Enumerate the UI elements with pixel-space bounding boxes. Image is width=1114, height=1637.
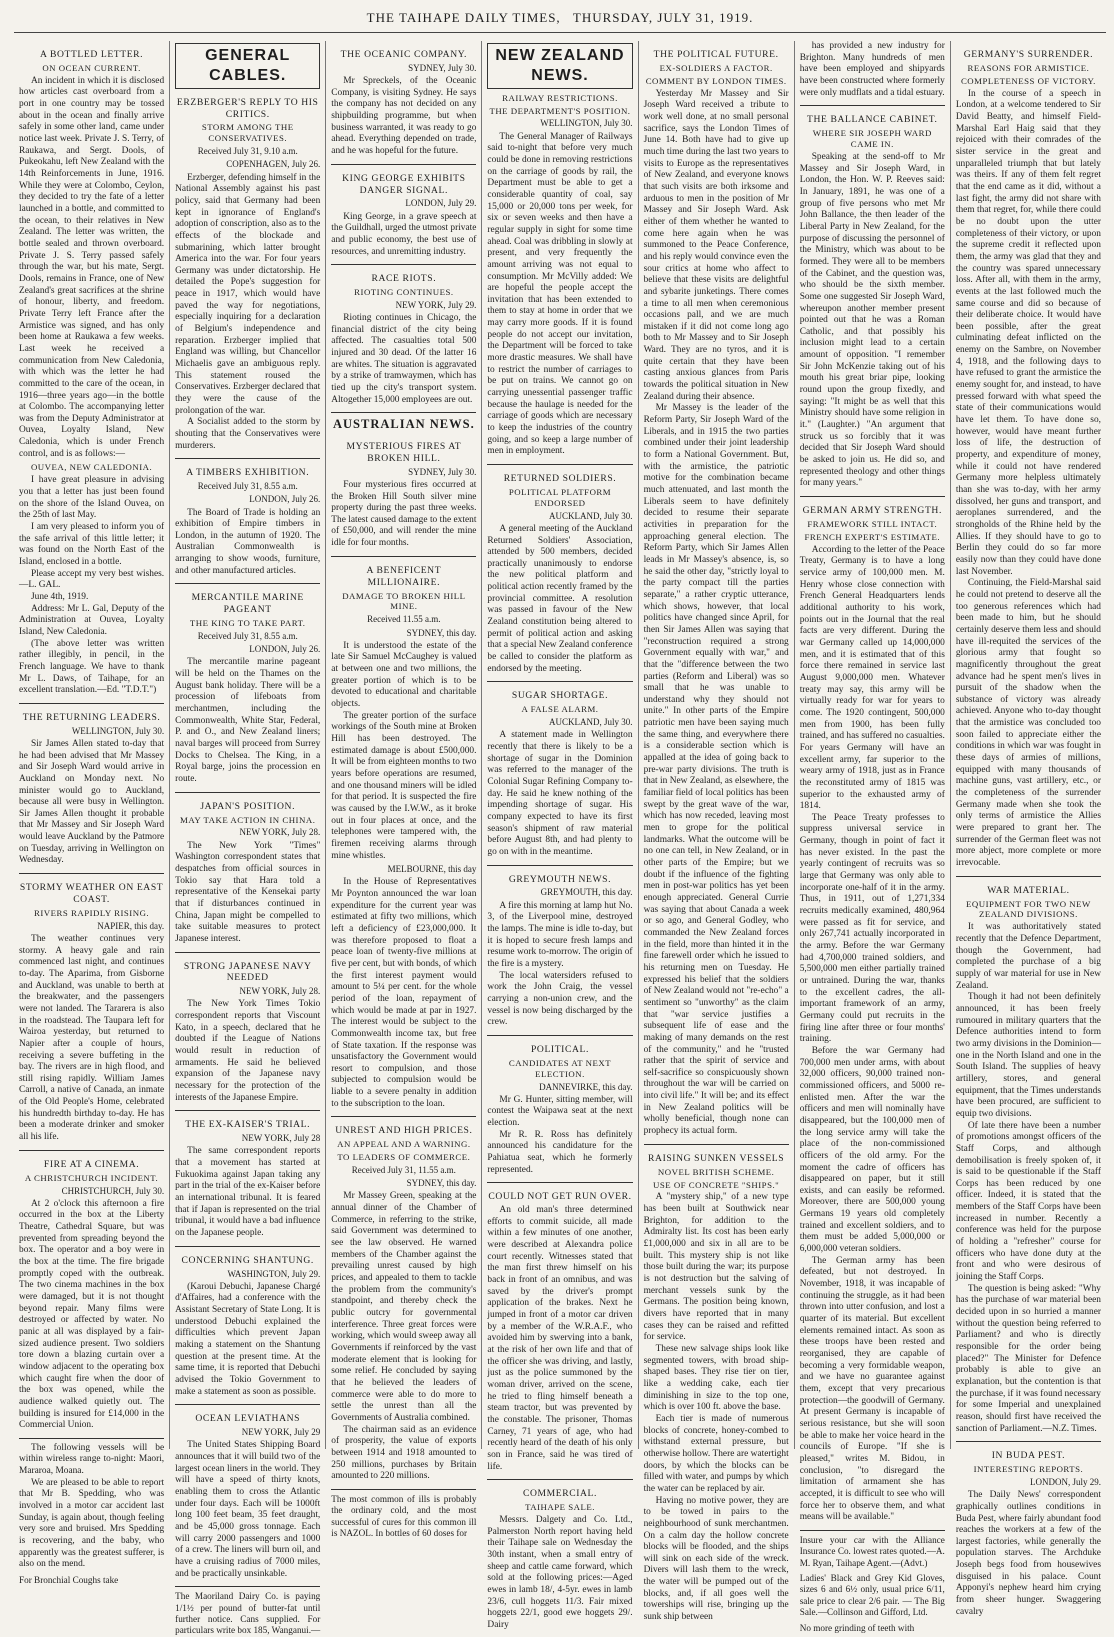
article-headline: COMMERCIAL.: [522, 1488, 597, 1500]
article-paragraph: Rioting continues in Chicago, the financial district of the city being affected. The casualties total 500 injured and 30 dead. Of the latter 16 are whites. The situation is aggravated by a strike of tramwaymen, which has tied up the city's transport system. Altogether 15,000 employees are out.: [331, 313, 477, 405]
dateline: NEW YORK, July 29.: [395, 300, 477, 310]
article-subheading: RIOTING CONTINUES.: [354, 287, 454, 298]
article-subheading: FRENCH EXPERT'S ESTIMATE.: [804, 531, 941, 542]
article-subheading: NOVEL BRITISH SCHEME.: [657, 1166, 775, 1177]
article-subheading: POLITICAL PLATFORM ENDORSED: [508, 486, 612, 508]
news-column-1: [14, 41, 170, 1586]
article-subheading: DAMAGE TO BROKEN HILL MINE.: [342, 590, 466, 612]
column-rule: [487, 1035, 632, 1036]
article-subheading: INTERESTING REPORTS.: [973, 1464, 1084, 1475]
column-rule: [19, 703, 164, 704]
article-headline: A BOTTLED LETTER.: [39, 49, 144, 60]
article-paragraph: The Peace Treaty professes to suppress universal service in Germany, though in point of fact it has never existed. In the past the yearly contingent of recruits was so large that Germany was only able to incorporate one-half of it in the army. Thus, in 1911, out of 1,271,334 recruits medically examined, 480,964 were passed as fit for service, and only 267,741 actually incorporated in the army. Before the war Germany had 4,700,000 trained soldiers, and 5,500,000 men either partially trained or untrained. During the war, thanks to the excellent cadres, the all-important framework of an army, Germany could put recruits in the firing line after three or four months' training.: [799, 812, 945, 1045]
article-paragraph: Address: Mr L. Gal, Deputy of the Administration at Ouvea, Loyalty Island, New Caledonia.: [19, 603, 165, 637]
article-paragraph: It is understood the estate of the late Sir Samuel McCaughey is valued at between one and two millions, the greater portion of which is to be devoted to educational and charitable objects.: [331, 640, 477, 709]
article-paragraph: Yesterday Mr Massey and Sir Joseph Ward received a tribute to work well done, at no small personal sacrifice, says the London Times of June 14. Both have had to give up much time during the last two years to visits to Europe as the representatives of New Zealand, and everyone knows that such visits are both irksome and arduous to men in the position of Mr Massey and Sir Joseph Ward. Ask either of them whether he wanted to come here again when he was summoned to the Peace Conference, and his reply would convince even the sour critics at home who affect to believe that these visits are delightful and sybarite junketings. There comes a time to all men when ceremonious occasions pall, and we are much mistaken if it did not come long ago both to Mr Massey and to Sir Joseph Ward. They are no tyros, and it is quite certain that they have been casting anxious glances from Paris towards the political situation in New Zealand during their absence.: [643, 88, 789, 402]
article-paragraph: Of late there have been a number of promotions amongst officers of the Staff Corps, and although demobilisation is freely spoken of, it is said to be questionable if the Staff Corps has been reduced by one officer. Indeed, it is stated that the members of the Staff Corps have been increased in number. Recently a conference was held for the purpose of holding a "refresher" course for officers who have done duty at the front and who were desirous of joining the Staff Corps.: [955, 1120, 1101, 1283]
article-headline: STRONG JAPANESE NAVY NEEDED: [183, 960, 312, 984]
section-banner: GENERAL CABLES.: [175, 43, 320, 89]
article-paragraph: Messrs. Dalgety and Co. Ltd., Palmerston North report having held their Taihape sale on Wednesday the 30th instant, when a small entry of sheep and cattle came forward, which sold at the following prices:—Aged ewes in lamb 18/, 4-5yr. ewes in lamb 23/6, cull hoggets 11/3. Fair mixed hoggets 22/1, good ewe hoggets 29/. Dairy: [487, 1515, 633, 1630]
article-headline: THE POLITICAL FUTURE.: [653, 49, 779, 60]
dateline: NEW YORK, July 28.: [239, 986, 321, 997]
advertisement: The most common of ills is probably the ordinary cold, and the most successful of cures for this common ill is NAZOL. In bottles of 60 doses for: [331, 1493, 477, 1539]
article-paragraph: The weather continues very stormy. A heavy gale and rain commenced last night, and continues to-day. The Aparima, from Gisborne and Auckland, was unable to berth at the breakwater, and the passengers were not landed. The Tararera is also in the roadstead. The Taupara left for Wairoa yesterday, but returned to Napier after a couple of hours, receiving a severe buffeting in the bay. The rivers are in high flood, and still rising rapidly. William James Carroll, a native of Canada, an inmate of the Old People's Home, celebrated his hundredth birthday to-day. He has been a moderate drinker and smoker all his life.: [19, 933, 165, 1143]
article-headline: GERMANY'S SURRENDER.: [963, 49, 1094, 60]
article-paragraph: I have great pleasure in advising you that a letter has just been found on the shore of the Island Ouvea, on the 25th of last May.: [19, 475, 165, 521]
advertisement: No more grinding of teeth with: [799, 1622, 915, 1633]
dateline: GREYMOUTH, this day.: [540, 887, 633, 898]
masthead-date: THURSDAY, JULY 31, 1919.: [572, 10, 754, 25]
article-paragraph: The chairman said as an evidence of prosperity, the value of exports between 1914 and 1918 amounted to 250 millions, purchases by Britain amounted to 220 millions.: [331, 1424, 477, 1482]
article-headline: WAR MATERIAL.: [987, 884, 1070, 896]
article-paragraph: Mr Spreckels, of the Oceanic Company, is visiting Sydney. He says the company has not decided on any shipbuilding programme, but when business warranted, it was ready to go ahead. Everything depended on trade, and he was hopeful for the future.: [331, 76, 477, 156]
article-headline: SUGAR SHORTAGE.: [511, 690, 609, 702]
column-rule: [487, 464, 632, 465]
column-rule: [487, 1479, 632, 1480]
column-rule: [331, 1489, 476, 1490]
article-headline: GREYMOUTH NEWS.: [508, 873, 612, 885]
article-paragraph: The following vessels will be within wireless range to-night: Maori, Mararoa, Moana.: [19, 1442, 165, 1477]
advertisement: The Maoriland Dairy Co. is paying 1/1½ per pound of butter-fat until further notice. Cans supplied. For particulars write box 185, Wanganui.—: [175, 1591, 321, 1636]
received-timestamp: Received July 31, 11.55 a.m.: [351, 1165, 456, 1176]
article-headline: UNREST AND HIGH PRICES.: [335, 1125, 473, 1137]
column-rule: [331, 164, 476, 165]
article-paragraph: A statement made in Wellington recently that there is likely to be a shortage of sugar in the Dominion was referred to the manager of the Colonial Sugar Refining Company to-day. He said he knew nothing of the impending shortage of sugar. His company expected to have its first season's shipment of raw material before August 8th, and had plenty to go on with in the meantime.: [487, 730, 633, 857]
article-subheading: A FALSE ALARM.: [521, 704, 599, 715]
article-paragraph: King George, in a grave speech at the Guildhall, urged the utmost private and public economy, the best use of resources, and unremitting industry.: [331, 211, 477, 257]
article-subheading: AN APPEAL AND A WARNING.: [337, 1139, 471, 1150]
dateline: NEW YORK, July 29: [241, 1427, 321, 1438]
article-paragraph: Mr Massey is the leader of the Reform Party, Sir Joseph Ward of the Liberals, and in 1915 the two parties combined under their joint leadership to form a National Government. But, with the armistice, the patriotic motive for the combination became much attenuated, and last month the Liberals seem to have definitely decided to resume their separate activities in preparation for the approaching general election. The Reform Party, which Sir James Allen leads in Mr Massey's absence, is, so he said the other day, "strictly loyal to the party compact till the parties separate," a rather cryptic utterance, which shows, however, that local politics have changed since April, for then Sir James Allen was saying that "reconstruction required a strong Government equally with war," and that the "difference between the two parties (Reform and Liberal) was so small that he was unable to understand why they should not unite." In other parts of the Empire patriotic men have been saying much the same thing, and everywhere there is a considerable section which is appalled at the idea of going back to pre-war party divisions. The truth is that in New Zealand, as elsewhere, the familiar field of local politics has been swept by the great wave of the war, which has now receded, leaving most men to grope for the political landmarks. What the outcome will be no one can tell, in New Zealand, or in other parts of the Empire; but we doubt if the influence of the fighting men in post-war politics has yet been enough appreciated. General Currie was saying that about Canada a week or so ago, and General Godley, who commanded the New Zealand forces in the field, more than hinted it in the fine farewell order which he issued to his returning men on Tuesday. He expressed his belief that the soldiers of New Zealand would not "re-echo" a sentiment so "unworthy" as the claim that "war service justifies a subsequent life of ease and the making of many demands on the rest of the community," and he "trusted rather that the spirit of service and self-sacrifice so conspicuously shown throughout the war will be carried on into civil life." It will be; and its effect in New Zealand politics will be wholly beneficial, though none can prophecy its actual form.: [643, 403, 789, 1137]
dateline: SYDNEY, this day.: [406, 1178, 477, 1189]
column-rule: [175, 1404, 320, 1405]
dateline: LONDON, July 29.: [405, 198, 477, 209]
news-column-2: [170, 41, 326, 1636]
article-headline: THE OCEANIC COMPANY.: [340, 49, 468, 60]
article-headline: CONCERNING SHANTUNG.: [181, 1254, 314, 1266]
dateline: LONDON, July 29.: [1029, 1477, 1101, 1488]
dateline: SYDNEY, July 30.: [408, 466, 477, 477]
column-rule: [800, 496, 945, 497]
article-paragraph: Mr Massey Green, speaking at the annual dinner of the Chamber of Commerce, in referring to the strike, said Government was determined to see the law observed. He warned members of the Chamber against the prevailing unrest caused by high prices, and appealed to them to tackle the problem from the community's standpoint, and thereby check the public outcry for governmental interference. Three great forces were working, which would sweep away all Governments if reinforced by the vast moderate element that is looking for some relief. He concluded by saying that he believed the leaders of commerce were able to do more to settle the unrest than all the Governments of Australia combined.: [331, 1191, 477, 1423]
column-rule: [19, 873, 164, 874]
dateline: AUCKLAND, July 30.: [549, 510, 633, 521]
article-headline: MYSTERIOUS FIRES AT BROKEN HILL.: [346, 440, 462, 464]
article-headline: OCEAN LEVIATHANS: [195, 1413, 301, 1425]
article-headline: A TIMBERS EXHIBITION.: [186, 467, 310, 479]
column-rule: [175, 1586, 320, 1587]
article-paragraph: Mr G. Hunter, sitting member, will contest the Waipawa seat at the next election.: [487, 1094, 633, 1128]
article-headline: THE EX-KAISER'S TRIAL.: [185, 1119, 311, 1131]
masthead: [14, 10, 1106, 33]
article-headline: MERCANTILE MARINE PAGEANT: [191, 592, 304, 616]
article-columns: [14, 41, 1106, 1636]
dateline: LONDON, July 26.: [249, 644, 321, 655]
article-paragraph: These new salvage ships look like segmented towers, with broad ship-shaped bases. They rise tier on tier, like a wedding cake, each tier diminishing in size to the top one, which is over 100 ft. above the base.: [643, 1344, 789, 1413]
article-paragraph: The greater portion of the surface workings of the South mine at Broken Hill has been destroyed. The estimated damage is about £500,000. It will be from eighteen months to two years before operations are resumed, and one thousand miners will be idled for that period. It is suspected the fire was caused by the I.W.W., as it broke out in four places at once, and the telephones were tampered with, the firemen receiving alarms through mine whistles.: [331, 710, 477, 861]
article-paragraph: A Socialist added to the storm by shouting that the Conservatives were murderers.: [175, 417, 321, 451]
article-paragraph: The General Manager of Railways said to-night that before very much could be done in removing restrictions on the carriage of goods by rail, the Department must be able to get a considerable quantity of coal, say 15,000 or 20,000 tons per week, for six or seven weeks and then have a regular supply in sight for some time ahead. Coal was dribbling in slowly at present, and very frequently the amount arriving was not equal to consumption. Mr McVilly added: We are hopeful the people accept the invitation that has been extended to them to stay at home in order that we may carry more goods. If it is found people do not accept our invitation, the Department will be forced to take more drastic measures. We shall have to restrict the number of carriages to be put on trains. We cannot go on carrying unessential passenger traffic because the haulage is needed for the carriage of goods which are necessary to keep the industries of the country going, and so keep a large number of men in employment.: [487, 131, 633, 457]
article-subheading: COMMENT BY LONDON TIMES.: [645, 75, 787, 86]
article-paragraph: According to the letter of the Peace Treaty, Germany is to have a long service army of 100,000 men. M. Henry whose close connection with French General Headquarters lends additional authority to his work, points out in the Journal that the real facts are very different. During the war Germany called up 14,000,000 men, and it is estimated that of this force there remained in service last August 9,000,000 men. Whatever treaty may say, this army will be virtually ready for war for years to come. The 1920 contingent, 500,000 men from 1900, has been fully trained, and has suffered no casualties. For years Germany will have an excellent army, far superior to the weary army of 1918, just as in France the reconstituted army of 1815 was superior to the exhausted army of 1814.: [799, 544, 945, 812]
column-rule: [800, 105, 945, 106]
article-headline: POLITICAL.: [531, 1043, 589, 1055]
article-paragraph: Four mysterious fires occurred at the Broken Hill South silver mine property during the past three weeks. The latest caused damage to the extent of £50,000, and will render the mine idle for four months.: [331, 479, 477, 549]
dateline: NEW YORK, July 28: [241, 1133, 321, 1144]
article-paragraph: Mr R. R. Ross has definitely announced his candidature for the Pahiatua seat, which he formerly represented.: [487, 1129, 633, 1175]
article-paragraph: A "mystery ship," of a new type has been built at Southwick near Brighton, for addition to the Admiralty list. Its cost has been early £1,000,000 and six in all are to be built. This mystery ship is not like those built during the war; its purpose is not destruction but the salving of merchant vessels sunk by the Germans. The position being known, divers have reported that in many cases they can be raised and refitted for service.: [643, 1192, 789, 1343]
article-paragraph: A general meeting of the Auckland Returned Soldiers' Association, attended by 500 members, decided practically unanimously to endorse the new political platform and political action recently framed by the provincial committee. A resolution was passed in favour of the New Zealand constitution being altered to permit of political action and asking that a special New Zealand conference be called to consider the platform as endorsed by the meeting.: [487, 523, 633, 674]
article-subheading: ON OCEAN CURRENT.: [42, 62, 141, 73]
column-rule: [487, 865, 632, 866]
dateline: SYDNEY, July 30.: [408, 62, 477, 73]
dateline: WASHINGTON, July 29.: [227, 1268, 321, 1279]
article-headline: THE BALLANCE CABINET.: [807, 114, 938, 126]
article-paragraph: At 2 o'clock this afternoon a fire occurred in the box at the Liberty Theatre, Cathedral Square, but was prevented from spreading beyond the box. The operator and a boy were in the box at the time. The fire brigade promptly coped with the outbreak. The two cinema machines in the box were damaged, but it is not thought beyond repair. Many films were destroyed or affected by water. No panic at all was displayed by a fair-sized audience present. Two soldiers tore down a blazing curtain over a window adjacent to the operating box which caught fire when the door of the box was opened, while the audience walked quietly out. The building is insured for £14,000 in the Commercial Union.: [19, 1198, 165, 1431]
article-subheading: MAY TAKE ACTION IN CHINA.: [180, 814, 316, 825]
dateline: NEW YORK, July 28.: [239, 827, 321, 838]
column-rule: [644, 1144, 789, 1145]
article-paragraph: The local watersiders refused to work the John Craig, the vessel carrying a non-union crew, and the vessel is now being discharged by the crew.: [487, 970, 633, 1028]
advertisement: Ladies' Black and Grey Kid Gloves, sizes 6 and 6½ only, usual price 6/11, sale price to clear 2/6 pair. — The Big Sale.—Collinson and Gifford, Ltd.: [799, 1573, 945, 1618]
article-subheading: RAILWAY RESTRICTIONS.: [502, 92, 618, 103]
column-rule: [175, 583, 320, 584]
received-timestamp: Received July 31, 9.10 a.m.: [197, 146, 298, 157]
article-headline: STORMY WEATHER ON EAST COAST.: [19, 882, 164, 905]
dateline: WELLINGTON, July 30.: [540, 118, 633, 129]
article-paragraph: In the House of Representatives Mr Poynton announced the war loan expenditure for the current year was estimated at fifty two millions, which left a deficiency of £23,000,000. It was therefore proposed to float a peace loan of twenty-five millions at five per cent, but with bonds, of which the first interest payment would amount to 5¼ per cent. for the whole period of the loan, repayment of which would be made at par in 1927. The interest would be subject to the Commonwealth income tax, but free of State taxation. If the response was unsatisfactory the Government would resort to compulsion, and those subjected to compulsion would be liable to a severe penalty in addition to the subscription to the loan.: [331, 877, 477, 1109]
received-timestamp: Received July 31, 8.55 a.m.: [197, 481, 298, 492]
article-paragraph: We are pleased to be able to report that Mr B. Spedding, who was involved in a motor car accident last Sunday, is again about, though feeling very sore and bruised. Mrs Spedding is recovering, and the baby, who apparently was the greatest sufferer, is also on the mend.: [19, 1477, 165, 1570]
advertisement: For Bronchial Coughs take: [19, 1575, 119, 1586]
column-rule: [331, 412, 476, 413]
dateline: NAPIER, this day.: [97, 920, 165, 931]
article-headline: IN BUDA PEST.: [991, 1450, 1066, 1462]
dateline: CHRISTCHURCH, July 30.: [61, 1185, 165, 1196]
dateline: MELBOURNE, this day: [387, 864, 477, 875]
column-rule: [800, 1530, 945, 1531]
article-paragraph: The United States Shipping Board announces that it will build two of the largest ocean liners in the world. They will have a speed of thirty knots, enabling them to cross the Atlantic under four days. Each will be 1000ft long 100 feet beam, 35 feet draught, and be 45,000 gross tonnage. Each will carry 2000 passengers and 1000 of a crew. The liners will burn oil, and have a cruising radius of 7000 miles, and be practically unsinkable.: [175, 1440, 321, 1579]
column-rule: [956, 876, 1101, 877]
article-paragraph: Each tier is made of numerous blocks of concrete, honey-combed to withstand external pressure, but otherwise hollow. There are watertight doors, by which the blocks can be filled with water, and pumps by which the water can be replaced by air.: [643, 1413, 789, 1494]
news-column-3: [326, 41, 482, 1539]
dateline: SYDNEY, this day.: [406, 627, 477, 638]
article-subheading: THE DEPARTMENT'S POSITION.: [489, 105, 631, 116]
article-subheading: A CHRISTCHURCH INCIDENT.: [24, 1172, 159, 1183]
article-paragraph: Speaking at the send-off to Mr Massey and Sir Joseph Ward, in London, the Hon. W. P. Reeves said: In January, 1891, he was one of a group of five persons who met Mr John Ballance, the then leader of the Liberal Party in New Zealand, for the purpose of discussing the personnel of the Ministry, which was about to be formed. They were all to be members of the Cabinet, and the question was, who should be the sixth member. Some one suggested Sir Joseph Ward, whereupon another member present pointed out that he was a Roman Catholic, and that possibly his inclusion might lead to a certain amount of opposition. "I remember Sir John McKenzie taking out of his mouth his great briar pipe, looking round upon the group fixedly, and saying: "It might be as well that this Ministry should have some religion in it." (Laughter.) "An argument that struck us so forcibly that it was decided that Sir Joseph Ward should be asked to join us. He did so, and represented theology and other things for many years.": [799, 151, 945, 489]
article-headline: FIRE AT A CINEMA.: [43, 1158, 140, 1170]
article-headline: RETURNED SOLDIERS.: [503, 473, 617, 484]
received-timestamp: Received July 31, 8.55 a.m.: [197, 631, 298, 642]
article-subheading: EQUIPMENT FOR TWO NEW ZEALAND DIVISIONS.: [966, 898, 1091, 920]
dateline: DANNEVIRKE, this day.: [539, 1081, 633, 1092]
article-paragraph: The mercantile marine pageant will be held on the Thames on the August bank holiday. There will be a procession of lifeboats from merchantmen, including the Commonwealth, White Star, Federal, P. and O., and New Zealand liners; naval barges will proceed from Surrey Docks to Chelsea. The King, in a Royal barge, joins the procession en route.: [175, 657, 321, 785]
article-paragraph: An incident in which it is disclosed how articles cast overboard from a port in one country may be tossed about in the ocean and finally arrive safely in some other land, came under notice last week. Private J. S. Terry, of Raukawa, and Sergt. Dools, of Pukeokahu, left New Zealand with the 14th Reinforcements in June, 1916. While they were at Colombo, Ceylon, they decided to try the fate of a letter launched in a bottle, and committed to the ocean, to their relatives in New Zealand. The letter was written, the bottle sealed and thrown overboard. Private J. S. Terry passed safely through the war, but his mate, Sergt. Dools, remains in France, one of New Zealand's great sacrifices at the shrine of honour, liberty, and freedom. Private Terry left France after the Armistice was signed, and has only been home at Raukawa a few weeks. Last week he received a communication from New Caledonia, with which was the letter he had committed to the care of the ocean, in 1916—three years ago—in the bottle at Colombo. The accompanying letter was from the Deputy Administrator at Ouvea, Loyalty Island, New Caledonia, which is under French control, and is as follows:—: [19, 75, 165, 459]
news-column-7: [951, 41, 1106, 1617]
article-subheading: OUVEA, NEW CALEDONIA.: [30, 462, 153, 473]
dateline: AUCKLAND, July 30.: [549, 717, 633, 728]
article-paragraph: Having no motive power, they are to be towed in pairs to the neighbourhood of sunk merchantmen. On a calm day the hollow concrete blocks will be flooded, and the ships will sink on each side of the wreck. Divers will lash them to the wreck, the water will be pumped out of the blocks, and, if all goes well the towerships will rise, bringing up the sunk ship between: [643, 1495, 789, 1623]
column-rule: [19, 1438, 164, 1439]
article-paragraph: I am very pleased to inform you of the safe arrival of this little letter; it was found on the North East of the Island, enclosed in a bottle.: [19, 521, 165, 567]
article-paragraph: In the course of a speech in London, at a welcome tendered to Sir David Beatty, and himself Field-Marshal Earl Haig said that they rejoiced with their comrades of the sister service in the great and unparalleled triumph that but lately was theirs. If any of them felt regret that the end came as it did, without a last fight, the army did not share with them that regret, for, while there could be no doubt upon the utter completeness of their victory, or upon the supreme credit it reflected upon them, the army was glad that they and the country was spared unnecessary loss. After all, with them in the army, events at the last followed much the same course and did so because of their deliberate choice. It would have been possible, after the great culminating defeat inflicted on the enemy on the Sambre, on November 4, 1918, and the following days to have refused to grant the armistice the enemy sought for, and instead, to have pressed forward with what speed the state of their communications would have let them. To have done so, however, would have meant further loss of life, the destruction of property, and expenditure of money, while it could not have rendered Germany more helpless ultimately than she was to-day, with her army dissolved, her guns and transport, and aeroplanes surrendered, and the strongholds of the Rhine held by the Allies. If they should have to go to Berlin they could do so far more easily now than they could have done last November.: [955, 88, 1101, 577]
article-paragraph: The Board of Trade is holding an exhibition of Empire timbers in London, in the autumn of 1920. The Australian Commonwealth is arranging to show woods, furniture, and other manufactured articles.: [175, 507, 321, 576]
article-paragraph: The German army has been defeated, but not destroyed. In November, 1918, it was incapable of continuing the struggle, as it had been thrown into utter confusion, and lost a quarter of its material. But excellent elements remained intact. As soon as these troops have been rested and reorganised, they are capable of becoming a very formidable weapon, and we have no guarantee against them, except that very precarious protection—the goodwill of Germany. At present Germany is incapable of serious resistance, but she will soon be able to make her voice heard in the councils of Europe. "If she is pleased," writes M. Bidou, in conclusion, "to disregard the limitation of armament she has accepted, it is difficult to see who will force her to observe them, and what means will be available.": [799, 1255, 945, 1523]
article-paragraph: The question is being asked: "Why has the purchase of war material been decided upon in so hurried a manner without the question being referred to Parliament? and who is directly responsible for the order being placed?" The Minister for Defence probably is able to give an explanation, but the contention is that the purchase, if it was found necessary for some Imperial and unexplained reason, should first have received the sanction of Parliament.—N.Z. Times.: [955, 1283, 1101, 1434]
column-rule: [331, 1116, 476, 1117]
article-subheading: CANDIDATES AT NEXT ELECTION.: [508, 1057, 612, 1079]
column-rule: [487, 681, 632, 682]
article-paragraph: Sir James Allen stated to-day that he had been advised that Mr Massey and Sir Joseph Ward would arrive in Auckland on Monday next. No minister would go to Auckland, because all were busy in Wellington. Sir James Allen thought it probable that Mr Massey and Sir Joseph Ward would leave Auckland by the Patmore on Tuesday, arriving in Wellington on Wednesday.: [19, 738, 165, 866]
article-headline: KING GEORGE EXHIBITS DANGER SIGNAL.: [342, 172, 466, 196]
column-rule: [331, 556, 476, 557]
dateline: COPENHAGEN, July 26.: [226, 159, 321, 170]
column-rule: [175, 952, 320, 953]
column-rule: [487, 1182, 632, 1183]
column-rule: [956, 1441, 1101, 1442]
article-subheading: STORM AMONG THE CONSERVATIVES.: [201, 122, 294, 144]
article-subheading: TO LEADERS OF COMMERCE.: [337, 1152, 471, 1163]
article-paragraph: Please accept my very best wishes.—L. GAL.: [19, 568, 165, 591]
column-rule: [175, 1246, 320, 1247]
article-headline: GERMAN ARMY STRENGTH.: [802, 505, 942, 517]
article-headline: A BENEFICENT MILLIONAIRE.: [366, 564, 442, 588]
article-paragraph: (Karoui Debuchi, Japanese Chargé d'Affaires, had a conference with the Assistant Secretary of State Long. It is understood Debuchi explained the difficulties which prevent Japan making a statement on the Shantung question at the present time. At the same time, it is reported that Debuchi advised the Tokio Government to make a statement as soon as possible.: [175, 1281, 321, 1397]
article-subheading: EX-SOLDIERS A FACTOR.: [659, 62, 773, 73]
dateline: WELLINGTON, July 30.: [71, 725, 165, 736]
article-subheading: FRAMEWORK STILL INTACT.: [807, 518, 938, 529]
article-paragraph: (The above letter was written rather illegibly, in pencil, in the French language. We have to thank Mr L. Daws, of Taihape, for an excellent translation.—Ed. "T.D.T."): [19, 638, 165, 696]
column-rule: [19, 1150, 164, 1151]
article-subheading: THE KING TO TAKE PART.: [189, 618, 306, 629]
article-subheading: TAIHAPE SALE.: [525, 1502, 595, 1513]
article-paragraph: Though it had not been definitely announced, it has been freely rumoured in military quarters that the Defence authorities intend to form two army divisions in the Dominion—one in the North Island and one in the South Island. The supplies of heavy artillery, stores, and general equipment, that the Times understands have been procured, are sufficient to equip two divisions.: [955, 992, 1101, 1119]
article-paragraph: It was authoritatively stated recently that the Defence Department, though the Government, had completed the purchase of a big supply of war material for use in New Zealand.: [955, 922, 1101, 991]
article-paragraph: Before the war Germany had 700,000 men under arms, with about 32,000 officers, 90,000 trained non-commissioned officers, and 5000 re-enlisted men. After the war the officers and men will nominally have disappeared, but the 100,000 men of the long service army will take the place of the non-commissioned officers of the old army. For the moment the cadre of officers has disappeared on paper, but it still exists, and can easily be reformed. Moreover, there are 500,000 young Germans 19 years old completely trained and excellent soldiers, and to them must be added 5,000,000 or 6,000,000 veteran soldiers.: [799, 1045, 945, 1255]
article-paragraph: An old man's three determined efforts to commit suicide, all made within a few minutes of one another, were described at Alexandra police court recently. Witnesses stated that the man first threw himself on his back in front of an omnibus, and was saved by the driver's prompt application of the brakes. Next he jumped in front of a motor car driven by a member of the W.R.A.F., who avoided him by swerving into a bank, at the risk of her own life and that of the officer she was driving, and lastly, just as the police summoned by the woman driver, arrived on the scene, he tried to fling himself beneath a steam tractor, but was prevented by the constable. The prisoner, Thomas Carney, 71 years of age, who had recently heard of the death of his only son in France, said he was tired of life.: [487, 1205, 633, 1472]
article-headline: COULD NOT GET RUN OVER.: [488, 1191, 632, 1203]
article-headline: JAPAN'S POSITION.: [200, 800, 296, 812]
article-paragraph: The same correspondent reports that a movement has started at Fukuokima against Japan taking any part in the trial of the ex-Kaiser before an international tribunal. It is feared that if Japan is represented on the trial tribunal, it would have a bad influence on the Japanese people.: [175, 1146, 321, 1239]
advertisement: Insure your car with the Alliance Insurance Co. lowest rates quoted.—A. M. Ryan, Taihape Agent.—(Advt.): [799, 1534, 945, 1568]
article-subheading: REASONS FOR ARMISTICE.: [967, 62, 1090, 73]
article-paragraph: The New York Times Tokio correspondent reports that Viscount Kato, in a speech, declared that he doubted if the League of Nations would result in reduction of armaments. He said he believed expansion of the Japanese navy necessary for the protection of the interests of the Japanese Empire.: [175, 999, 321, 1103]
section-banner: NEW ZEALAND NEWS.: [487, 43, 632, 89]
article-paragraph: June 4th, 1919.: [31, 591, 89, 602]
dateline: LONDON, July 26.: [249, 494, 321, 505]
article-headline: AUSTRALIAN NEWS.: [332, 417, 475, 432]
column-rule: [175, 1110, 320, 1111]
article-subheading: COMPLETENESS OF VICTORY.: [960, 75, 1096, 86]
article-subheading: USE OF CONCRETE "SHIPS.": [653, 1179, 780, 1190]
article-paragraph: A fire this morning at lamp hut No. 3, of the Liverpool mine, destroyed the lamps. The mine is idle to-day, but it is hoped to secure fresh lamps and resume work to-morrow. The origin of the fire is a mystery.: [487, 900, 633, 969]
article-subheading: RIVERS RAPIDLY RISING.: [34, 907, 150, 918]
received-timestamp: Received 11.55 a.m.: [367, 614, 441, 625]
masthead-title: THE TAIHAPE DAILY TIMES,: [366, 10, 561, 25]
article-paragraph: Continuing, the Field-Marshal said he could not pretend to deserve all the too generous references which had been made to him, but he should certainly deserve them less and should have ill-requited the services of the glorious army that fought so magnificently throughout the great advance had he spent men's lives in pursuit of the shadow when the substance of victory was already achieved. Anyone who to-day thought that the armistice was concluded too soon failed to appreciate either the conditions in which war was fought in these days of armies of millions, equipped with many thousands of machine guns, vast artillery, etc., or the completeness of the surrender Germany made when she took the only terms of armistice the Allies were prepared to grant her. The surrender of the German fleet was not more abject, more complete or more irrevocable.: [955, 578, 1101, 869]
article-paragraph: Erzberger, defending himself in the National Assembly against his past policy, said that Germany had been kept in ignorance of England's adoption of conscription, also as to the effects of the blockade and submarining, which latter brought America into the war. For four years Germany was under dictatorship. He detailed the Pope's suggestion for peace in 1917, which would have paved the way for negotiations, especially inquiring for a declaration of Belgium's independence and reparation. Erzberger implied that England was willing, but Chancellor Michaelis gave an ambiguous reply. This statement roused the Conservatives. Erzberger declared that they were the cause of the prolongation of the war.: [175, 172, 321, 416]
news-column-5: [639, 41, 795, 1623]
column-rule: [175, 458, 320, 459]
news-column-6: [795, 41, 951, 1633]
article-headline: RACE RIOTS.: [371, 273, 437, 285]
article-headline: RAISING SUNKEN VESSELS: [648, 1152, 785, 1164]
column-rule: [331, 264, 476, 265]
column-rule: [175, 792, 320, 793]
news-column-4: [482, 41, 638, 1630]
article-paragraph: The New York "Times" Washington correspondent states that despatches from official sources in Tokio say that Hara told a representative of the Kensekai party that if disturbances continued in China, Japan might be compelled to take suitable measures to protect Japanese interest.: [175, 840, 321, 944]
article-headline: ERZBERGER'S REPLY TO HIS CRITICS.: [176, 96, 319, 120]
article-paragraph: The Daily News' correspondent graphically outlines conditions in Buda Pest, where fairly abundant food reaches the workers at a few of the largest factories, while generally the population starves. The Archduke Joseph begs food from housewives disguised in his palace. Count Apponyi's nephew heard him crying from sheer hunger. Swaggering cavalry: [955, 1490, 1101, 1617]
article-paragraph: has provided a new industry for Brighton. Many hundreds of men have been employed and shipyards have been constructed where formerly were only mudflats and a tidal estuary.: [799, 41, 945, 98]
article-headline: THE RETURNING LEADERS.: [22, 711, 161, 723]
article-subheading: WHERE SIR JOSEPH WARD CAME IN.: [812, 128, 932, 150]
